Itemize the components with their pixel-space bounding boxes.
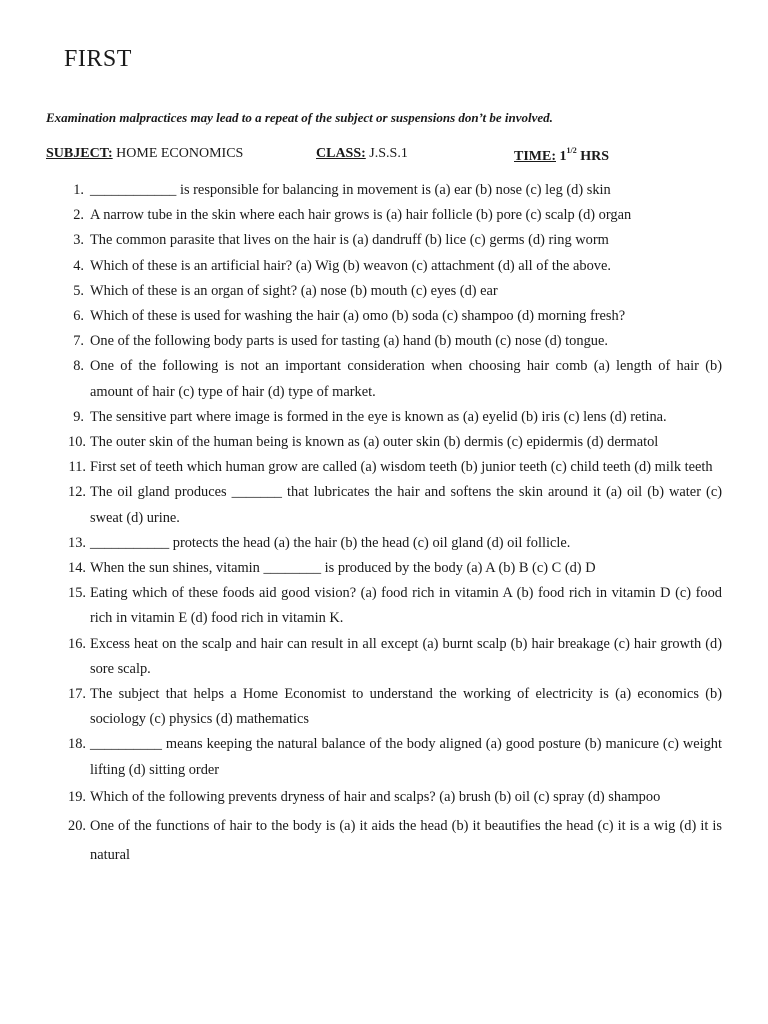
question-text: Excess heat on the scalp and hair can result in all except (a) burnt scalp (b) hair breakage (c) hair growth (d) sore scalp. <box>90 635 722 677</box>
time-value <box>559 146 610 164</box>
question-text: One of the following is not an important consideration when choosing hair comb (a) length of hair (b) amount of hair (c) type of hair (d) type of market. <box>90 358 722 400</box>
question-item <box>46 455 722 480</box>
question-number: 7. <box>73 333 84 350</box>
question-item <box>46 531 722 556</box>
question-text: First set of teeth which human grow are called (a) wisdom teeth (b) junior teeth (c) child teeth (d) milk teeth <box>90 459 713 476</box>
question-text: One of the following body parts is used for tasting (a) hand (b) mouth (c) nose (d) tongue. <box>90 333 608 350</box>
question-item <box>46 783 722 812</box>
time-number: 1 <box>559 149 567 164</box>
question-number: 18. <box>68 736 86 753</box>
question-item <box>46 304 722 329</box>
question-text: Which of these is used for washing the hair (a) omo (b) soda (c) shampoo (d) morning fresh? <box>90 308 626 325</box>
question-number: 13. <box>68 534 86 551</box>
question-number: 1. <box>73 182 84 198</box>
question-text: The sensitive part where image is formed in the eye is known as (a) eyelid (b) iris (c) lens (d) retina. <box>90 408 667 425</box>
question-item <box>46 203 722 228</box>
question-number: 19. <box>68 788 86 805</box>
question-text: Eating which of these foods aid good vision? (a) food rich in vitamin A (b) food rich in vitamin D (c) food rich in vitamin E (d) food rich in vitamin K. <box>90 585 722 627</box>
malpractice-notice: Examination malpractices may lead to a repeat of the subject or suspensions don’t be involved. <box>46 110 553 125</box>
question-number: 9. <box>73 408 84 425</box>
question-item <box>46 354 722 404</box>
exam-title: FIRST <box>64 46 132 72</box>
subject-label: SUBJECT: <box>46 146 113 161</box>
exam-header <box>46 146 746 166</box>
question-item <box>46 405 722 430</box>
question-item <box>46 279 722 304</box>
question-item <box>46 812 722 870</box>
question-number: 4. <box>73 257 84 274</box>
question-number: 14. <box>68 560 86 577</box>
question-number: 17. <box>68 686 86 703</box>
question-list <box>46 178 722 870</box>
question-number: 20. <box>68 817 86 834</box>
question-item <box>46 430 722 455</box>
question-text: ___________ protects the head (a) the hair (b) the head (c) oil gland (d) oil follicle. <box>90 534 571 551</box>
question-text: When the sun shines, vitamin ________ is produced by the body (a) A (b) B (c) C (d) D <box>90 560 596 577</box>
class-label: CLASS: <box>316 146 366 161</box>
question-item <box>46 682 722 732</box>
question-item <box>46 732 722 782</box>
subject-value: HOME ECONOMICS <box>116 146 244 161</box>
class-value: J.S.S.1 <box>369 146 408 161</box>
question-item <box>46 228 722 253</box>
question-item <box>46 632 722 682</box>
question-text: Which of these is an organ of sight? (a) nose (b) mouth (c) eyes (d) ear <box>90 282 498 299</box>
question-item <box>46 480 722 530</box>
time-label: TIME: <box>514 149 556 164</box>
question-number: 8. <box>73 358 84 375</box>
question-item <box>46 178 722 203</box>
question-number: 11. <box>68 459 86 476</box>
time-field <box>514 146 609 165</box>
class-field <box>316 146 408 162</box>
question-number: 3. <box>73 232 84 249</box>
question-item <box>46 254 722 279</box>
question-text: The subject that helps a Home Economist to understand the working of electricity is (a) economics (b) sociology (c) physics (d) mathematics <box>90 686 722 728</box>
question-number: 12. <box>68 484 86 501</box>
question-item <box>46 329 722 354</box>
question-number: 2. <box>73 207 84 224</box>
question-item <box>46 556 722 581</box>
question-text: ____________ is responsible for balancing in movement is (a) ear (b) nose (c) leg (d) skin <box>90 182 611 198</box>
question-text: One of the functions of hair to the body is (a) it aids the head (b) it beautifies the head (c) it is a wig (d) it is natural <box>90 817 722 863</box>
question-text: Which of these is an artificial hair? (a) Wig (b) weavon (c) attachment (d) all of the above. <box>90 257 611 274</box>
question-item <box>46 581 722 631</box>
question-text: A narrow tube in the skin where each hair grows is (a) hair follicle (b) pore (c) scalp (d) organ <box>90 207 632 224</box>
question-number: 16. <box>68 635 86 652</box>
question-number: 5. <box>73 282 84 299</box>
question-number: 15. <box>68 585 86 602</box>
question-text: Which of the following prevents dryness of hair and scalps? (a) brush (b) oil (c) spray (d) shampoo <box>90 788 661 805</box>
question-text: __________ means keeping the natural balance of the body aligned (a) good posture (b) manicure (c) weight lifting (d) sitting order <box>90 736 722 778</box>
subject-field <box>46 146 243 162</box>
question-number: 10. <box>68 434 86 451</box>
time-fraction: 1/2 <box>566 146 577 155</box>
question-text: The common parasite that lives on the hair is (a) dandruff (b) lice (c) germs (d) ring worm <box>90 232 609 249</box>
question-number: 6. <box>73 308 84 325</box>
question-text: The oil gland produces _______ that lubricates the hair and softens the skin around it (a) oil (b) water (c) sweat (d) urine. <box>90 484 722 526</box>
question-text: The outer skin of the human being is known as (a) outer skin (b) dermis (c) epidermis (d) dermatol <box>90 434 659 451</box>
time-unit: HRS <box>580 149 610 164</box>
